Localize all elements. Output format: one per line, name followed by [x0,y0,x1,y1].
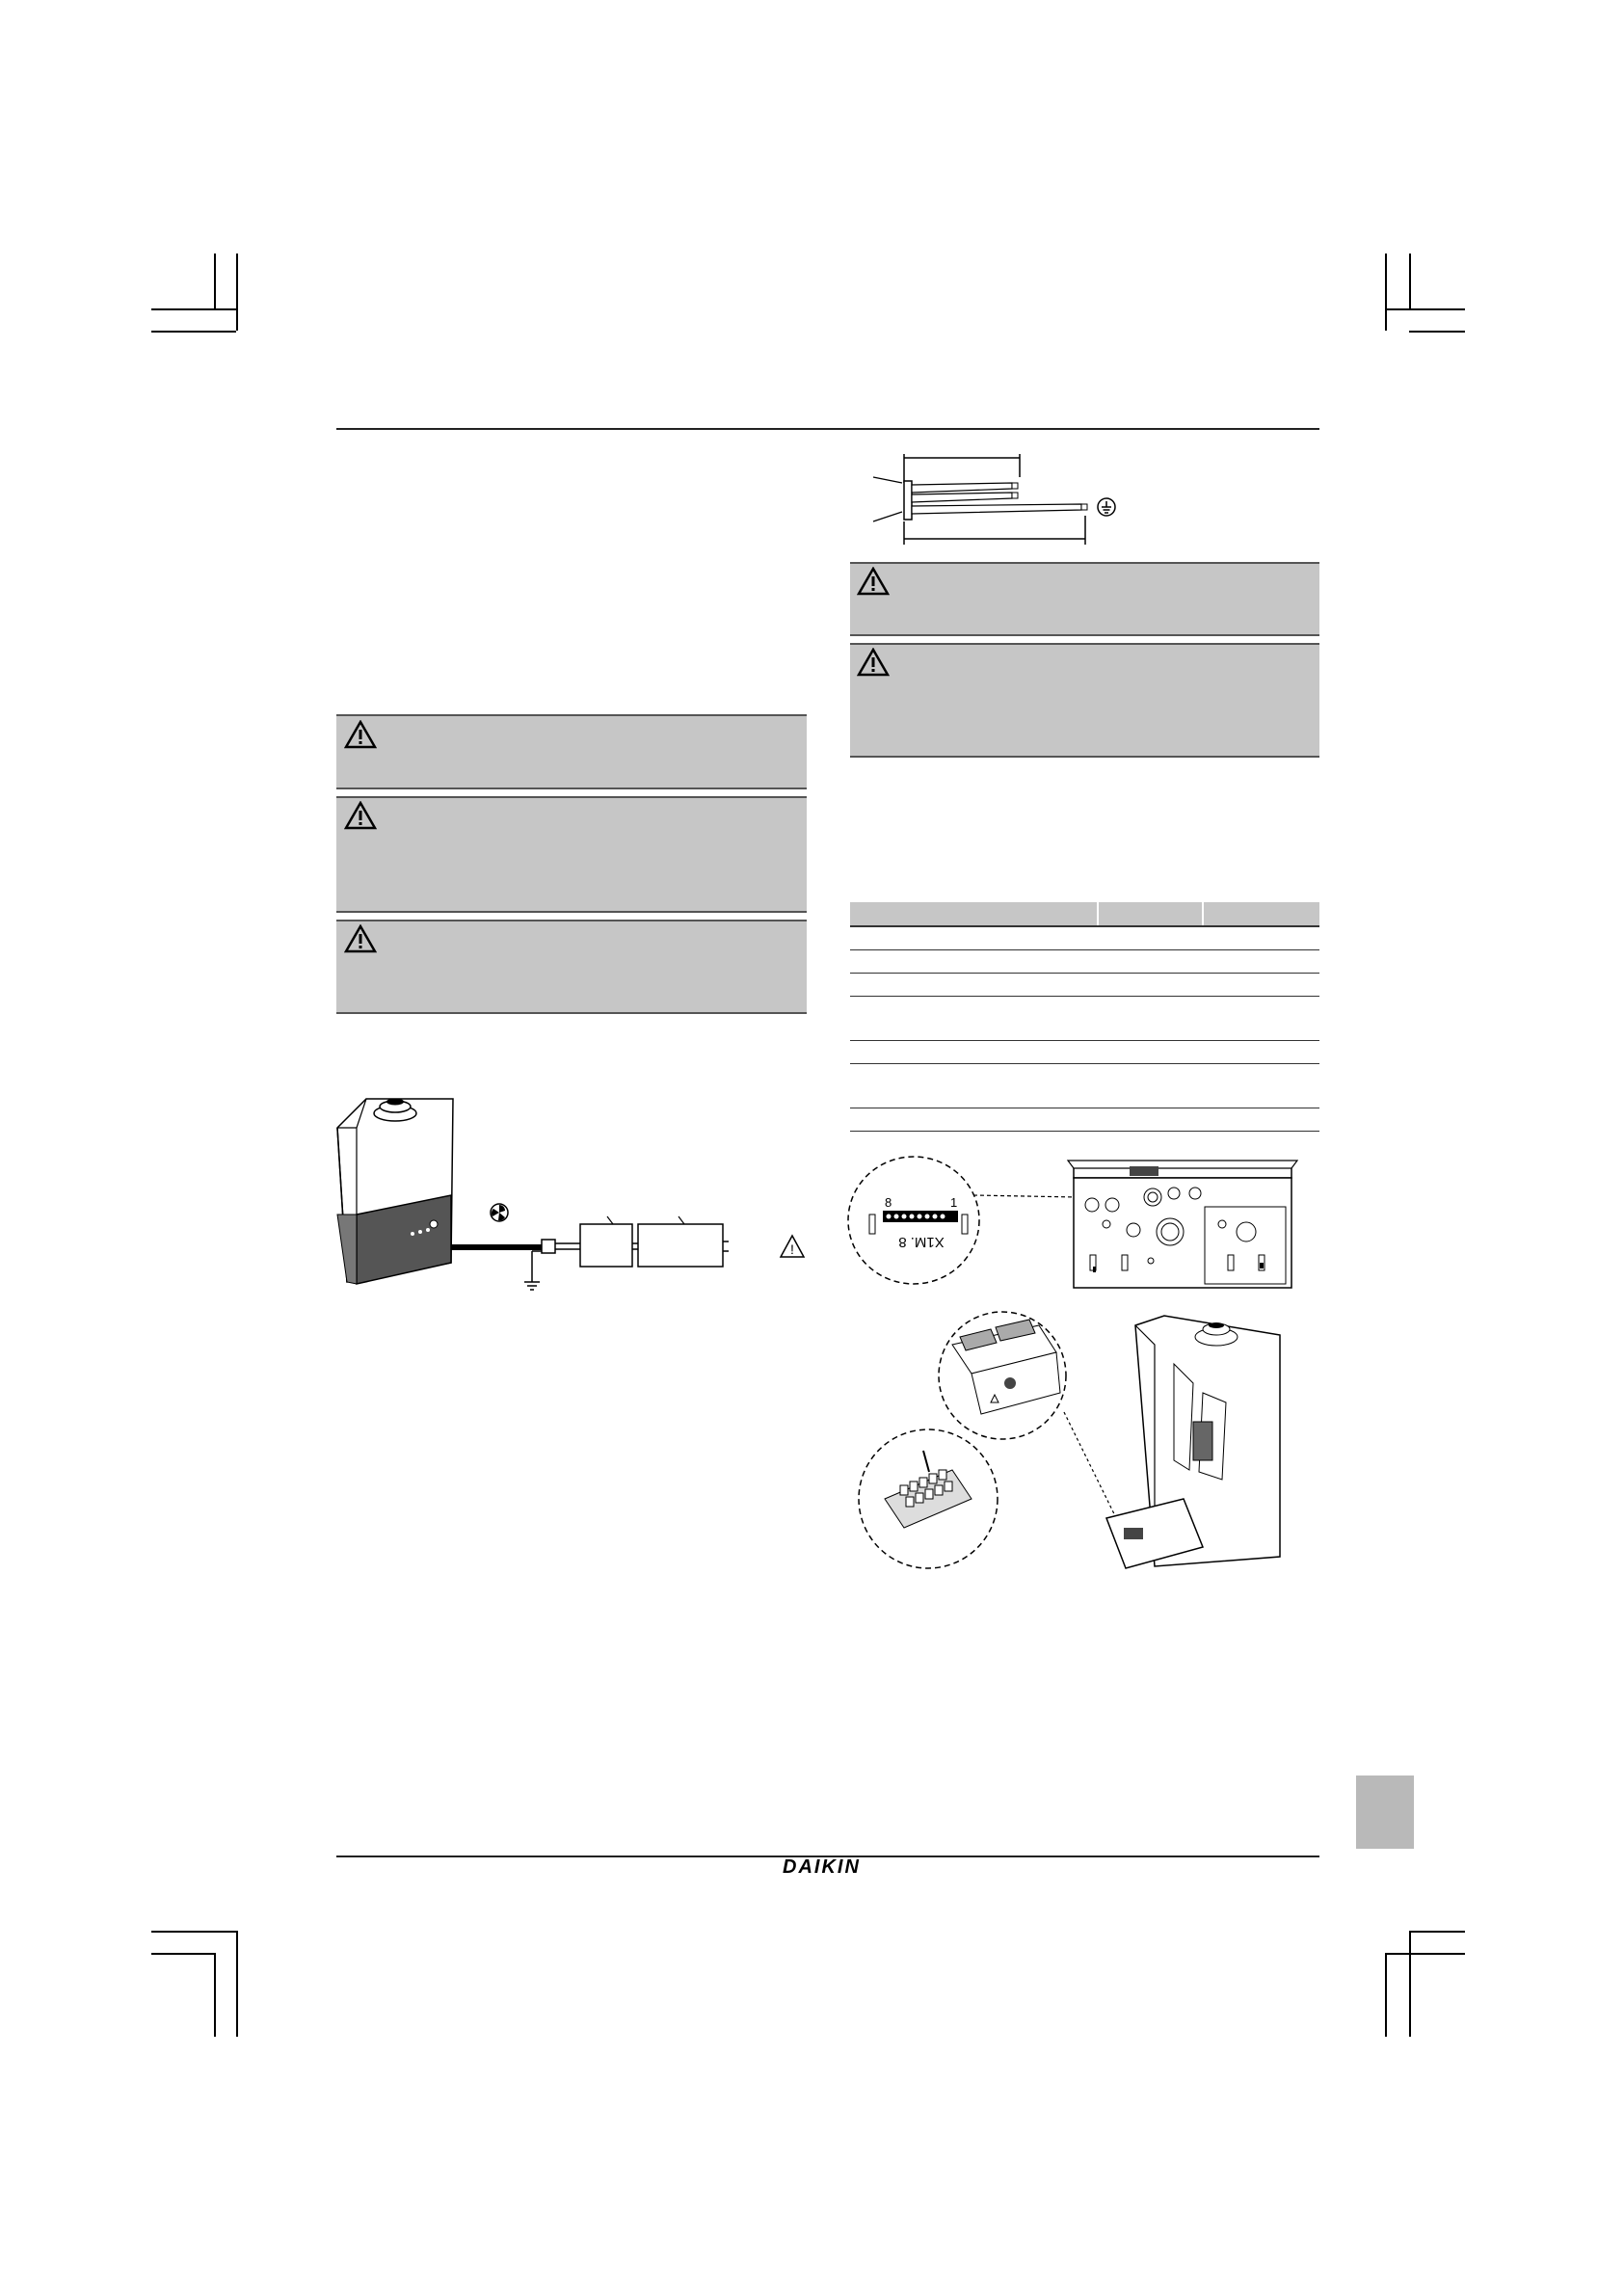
table-row [850,973,1319,996]
terminal-label-left: 8 [885,1195,892,1210]
crop-mark-top-right-v2 [1409,254,1411,308]
boiler-illustration [1106,1316,1280,1568]
table-row [850,1040,1319,1063]
spec-table [850,902,1319,1132]
note-box-2 [336,796,807,913]
crop-mark-top-left-v [236,254,238,331]
table-row [850,926,1319,949]
crop-mark-bottom-left-h2 [151,1953,214,1955]
table-row [850,1063,1319,1108]
table-header-cell [850,902,1098,926]
terminal-label-right: 1 [950,1195,958,1210]
crop-mark-bottom-left-v [236,1931,238,2037]
warning-icon [781,1236,804,1257]
cable-strip-figure [867,448,1128,554]
crop-mark-top-left-v2 [214,254,216,308]
warning-icon [344,720,377,749]
warning-icon [344,801,377,830]
warning-icon [344,924,377,953]
table-header [850,902,1319,926]
side-tab [1356,1775,1414,1849]
earth-icon [1098,498,1115,516]
fan-icon [491,1204,508,1221]
crop-mark-top-right-v [1385,254,1387,331]
header-rule [336,428,1319,430]
boiler-open-figure [846,1306,1299,1576]
crop-mark-bottom-left-v2 [214,1953,216,2037]
crop-mark-bottom-right-v2 [1409,1931,1411,2037]
crop-mark-bottom-right-v [1385,1953,1387,2037]
boiler-wiring-figure [328,1070,819,1301]
table-row [850,996,1319,1040]
svg-text:!: ! [790,1241,794,1257]
terminal-block-figure [846,1147,1328,1292]
crop-mark-bottom-right-h2 [1409,1931,1465,1933]
boiler-illustration [337,1099,453,1285]
warning-icon [857,648,890,677]
crop-mark-top-right-h2 [1409,331,1465,333]
note-box-4 [850,562,1319,636]
crop-mark-top-right-h [1385,308,1465,310]
note-box-3 [336,920,807,1014]
warning-icon [857,567,890,596]
note-box-5 [850,643,1319,758]
crop-mark-bottom-right-h [1385,1953,1465,1955]
table-row [850,949,1319,973]
daikin-logo: DAIKIN [783,1856,861,1878]
svg-text:X1M. 8: X1M. 8 [898,1234,945,1250]
table-header-cell [1098,902,1203,926]
control-panel-illustration [1068,1161,1297,1288]
note-box-1 [336,714,807,789]
table-row [850,1108,1319,1131]
table-header-cell [1203,902,1319,926]
ground-icon [524,1282,540,1290]
crop-mark-bottom-left-h [151,1931,236,1933]
